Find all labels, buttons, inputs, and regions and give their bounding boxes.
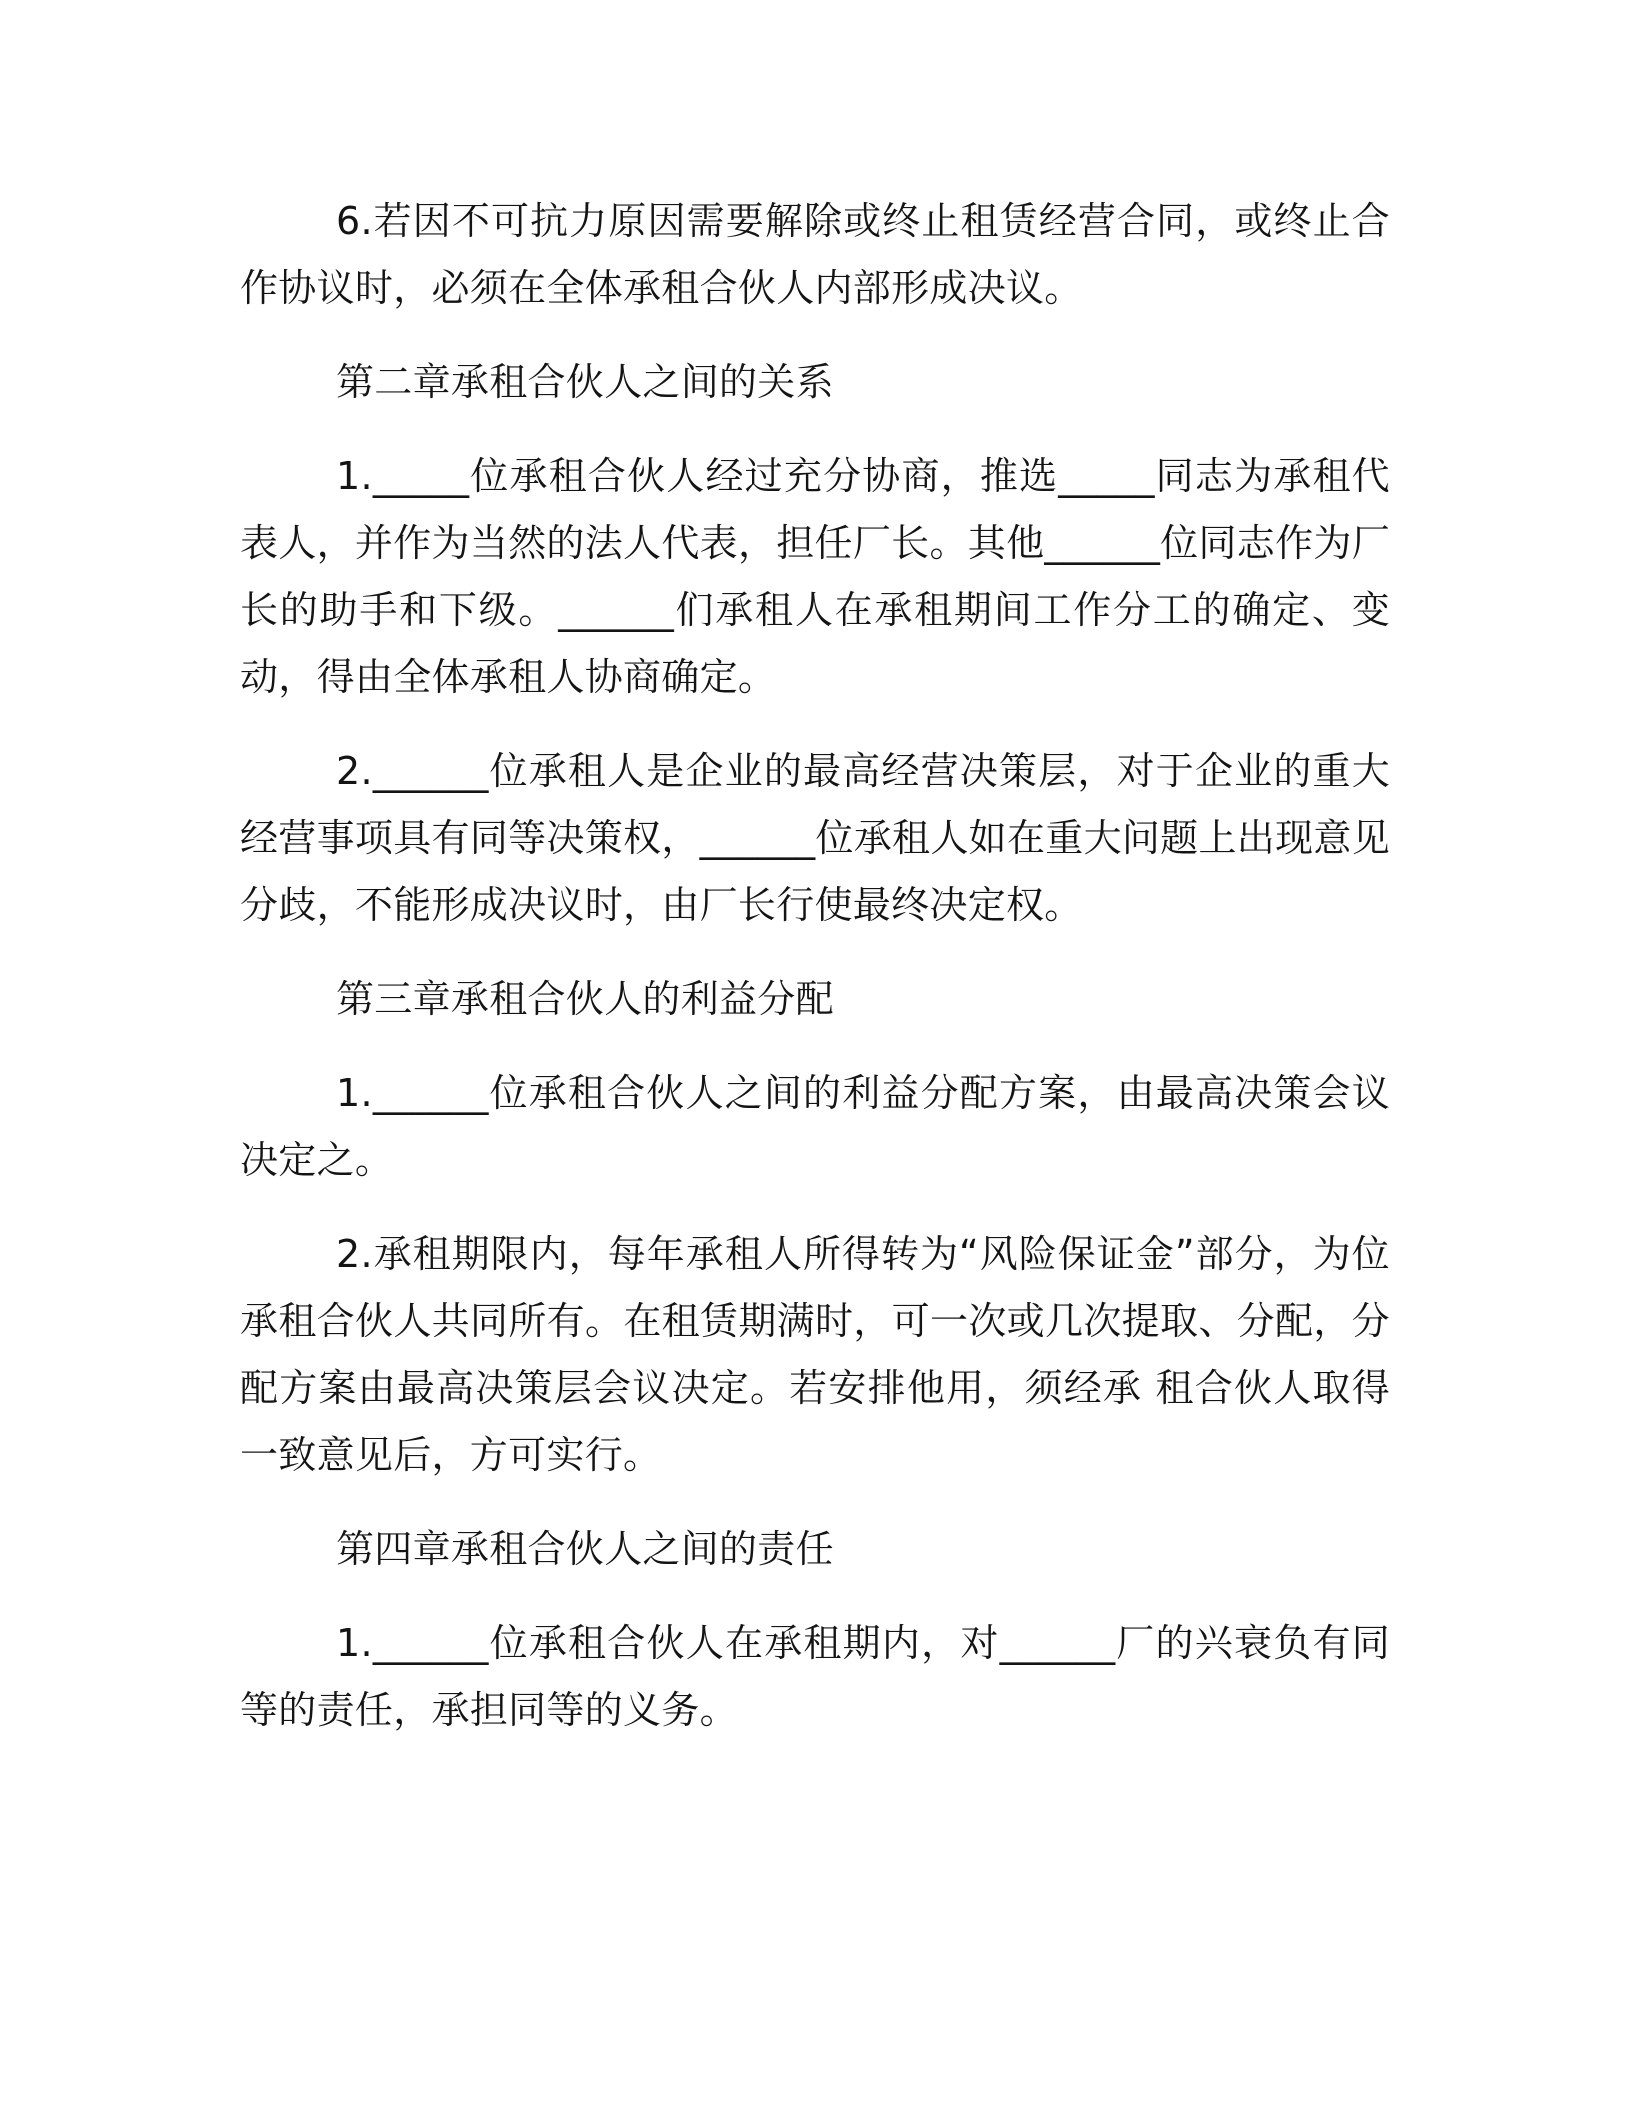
document-body — [240, 188, 1390, 1771]
chapter-3-clause-2: 2.承租期限内，每年承租人所得转为“风险保证金”部分，为位承租合伙人共同所有。在租赁期满时，可一次或几次提取、分配，分配方案由最高决策层会议决定。若安排他用，须经承 租合伙人取得一致意见后，方可实行。 — [240, 1232, 1390, 1477]
chapter-3-clause-1: 1.______位承租合伙人之间的利益分配方案，由最高决策会议决定之。 — [240, 1071, 1390, 1182]
chapter-4-clause-1: 1.______位承租合伙人在承租期内，对______厂的兴衰负有同等的责任，承担同等的义务。 — [240, 1621, 1390, 1732]
chapter-4-heading: 第四章承租合伙人之间的责任 — [336, 1527, 834, 1571]
chapter-3-heading: 第三章承租合伙人的利益分配 — [336, 977, 834, 1021]
clause-6-termination: 6.若因不可抗力原因需要解除或终止租赁经营合同，或终止合作协议时，必须在全体承租合伙人内部形成决议。 — [240, 199, 1390, 310]
chapter-2-clause-2: 2.______位承租人是企业的最高经营决策层，对于企业的重大经营事项具有同等决策权，______位承租人如在重大问题上出现意见分歧，不能形成决议时，由厂长行使最终决定权。 — [240, 749, 1390, 927]
chapter-2-heading: 第二章承租合伙人之间的关系 — [336, 360, 834, 404]
chapter-2-clause-1: 1._____位承租合伙人经过充分协商，推选_____同志为承租代表人，并作为当然的法人代表，担任厂长。其他______位同志作为厂长的助手和下级。______们承租人在承租期间工作分工的确定、变动，得由全体承租人协商确定。 — [240, 454, 1390, 699]
